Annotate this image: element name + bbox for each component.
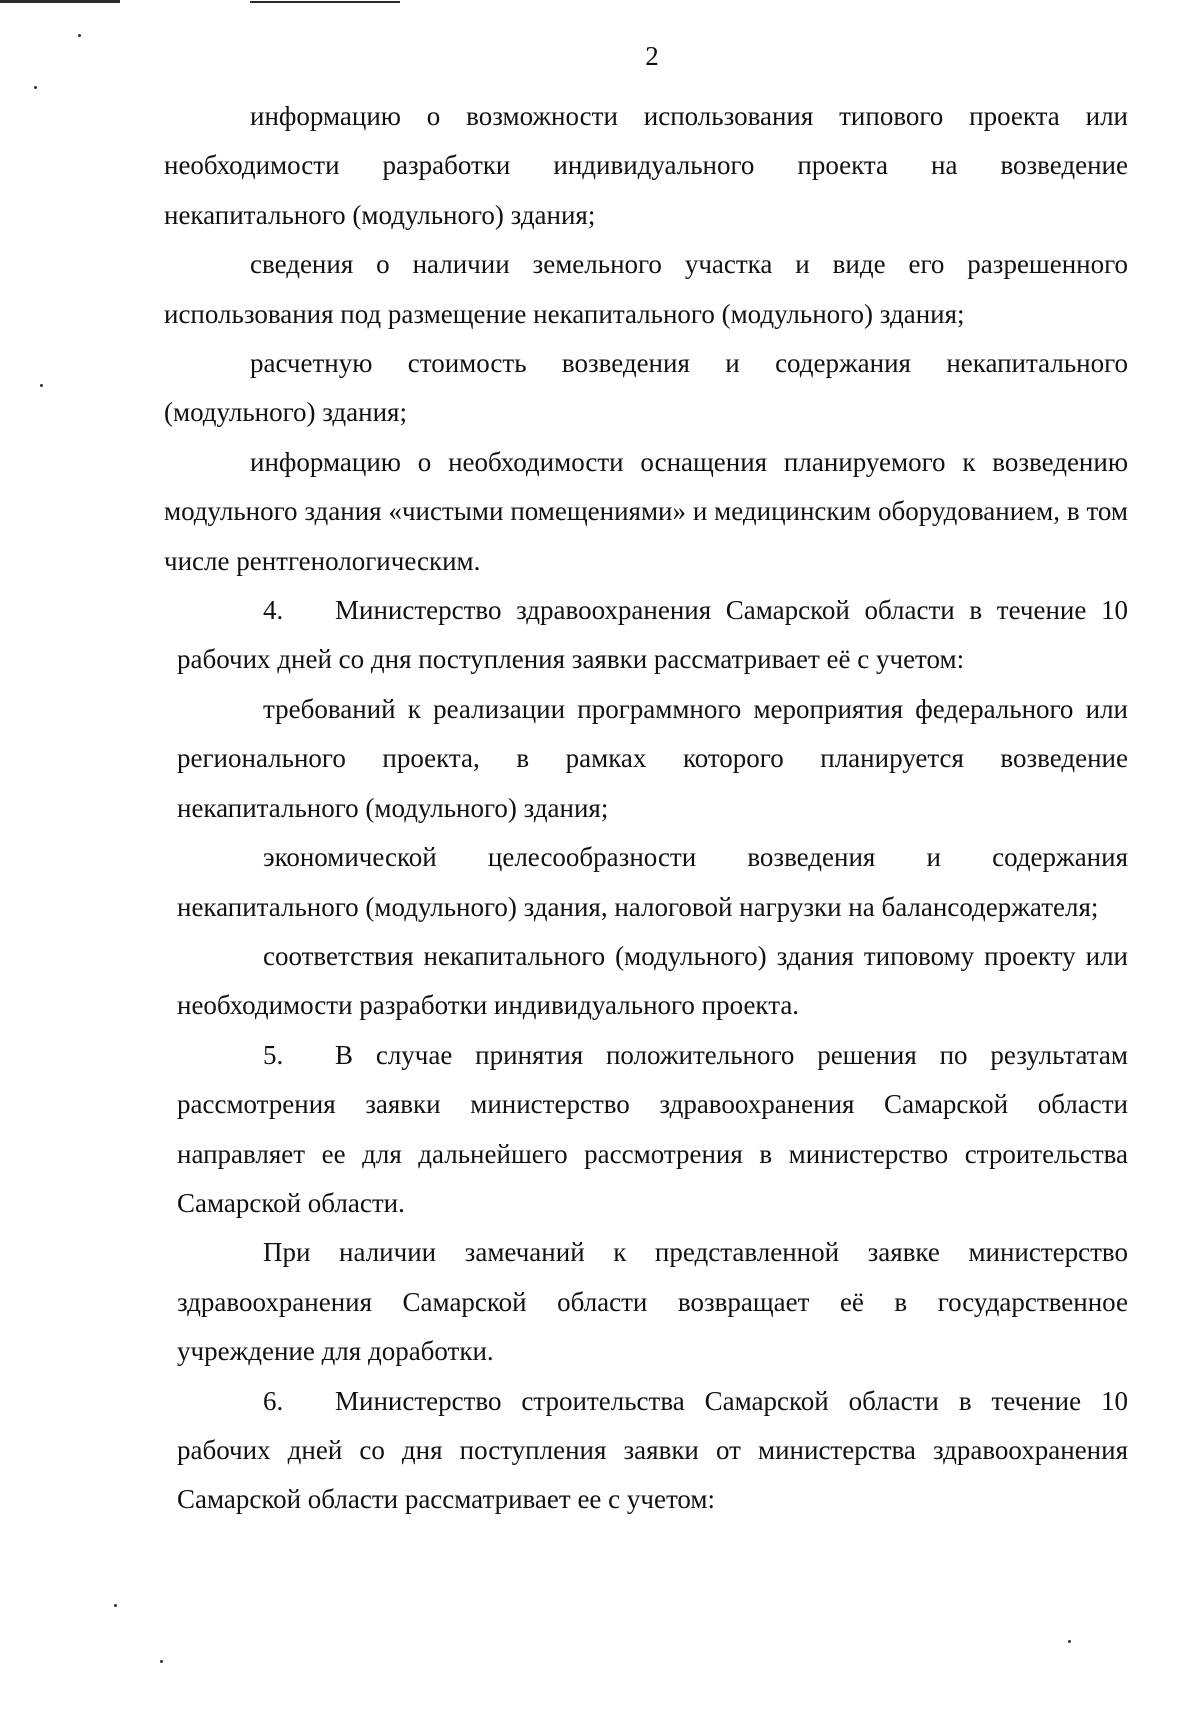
scan-speck: [78, 34, 81, 37]
paragraph-number: 6.: [263, 1385, 284, 1416]
paragraph: [164, 339, 1128, 438]
paragraph-text: информацию о необходимости оснащения планируемого к возведению модульного здания «чистыми помещениями» и медицинским оборудованием, в том числе рентгенологическим.: [164, 446, 1128, 576]
scan-speck: [114, 1604, 117, 1607]
paragraph-text: расчетную стоимость возведения и содержания некапитального (модульного) здания;: [164, 348, 1128, 428]
numbered-paragraph: [177, 1377, 1128, 1525]
scan-speck: [40, 384, 43, 387]
paragraph: [177, 685, 1128, 833]
paragraph-text: соответствия некапитального (модульного) здания типовому проекту или необходимости разработки индивидуального проекта.: [177, 940, 1128, 1021]
paragraph: [177, 1228, 1128, 1376]
paragraph-number: 5.: [263, 1039, 284, 1070]
scan-speck: [34, 86, 37, 89]
numbered-paragraph: [177, 586, 1128, 685]
paragraph-text: экономической целесообразности возведения и содержания некапитального (модульного) здания, налоговой нагрузки на балансодержателя;: [177, 842, 1128, 922]
paragraph-text: Министерство строительства Самарской области в течение 10 рабочих дней со дня поступления заявки от министерства здравоохранения Самарской области рассматривает ее с учетом:: [177, 1385, 1128, 1515]
paragraph-text: требований к реализации программного мероприятия федерального или регионального проекта, в рамках которого планируется возведение некапитального (модульного) здания;: [177, 693, 1128, 823]
paragraph: [164, 240, 1128, 339]
paragraph: [164, 92, 1128, 240]
scan-speck: [160, 1660, 163, 1663]
scan-speck: [1068, 1640, 1071, 1643]
document-body: [164, 92, 1128, 1525]
paragraph-text: При наличии замечаний к представленной заявке министерство здравоохранения Самарской области возвращает её в государственное учреждение для доработки.: [177, 1237, 1128, 1367]
paragraph-number: 4.: [263, 595, 284, 626]
paragraph: [164, 438, 1128, 586]
scan-artifact-line: [0, 0, 120, 3]
paragraph-text: сведения о наличии земельного участка и виде его разрешенного использования под размещение некапитального (модульного) здания;: [164, 249, 1128, 329]
paragraph: [177, 932, 1128, 1031]
paragraph-text: Министерство здравоохранения Самарской области в течение 10 рабочих дней со дня поступления заявки рассматривает её с учетом:: [177, 595, 1128, 675]
numbered-paragraph: [177, 1031, 1128, 1229]
paragraph: [177, 833, 1128, 932]
paragraph-text: В случае принятия положительного решения по результатам рассмотрения заявки министерство здравоохранения Самарской области направляет ее для дальнейшего рассмотрения в министерство строительства Самарской области.: [177, 1039, 1128, 1218]
paragraph-text: информацию о возможности использования типового проекта или необходимости разработки индивидуального проекта на возведение некапитального (модульного) здания;: [164, 101, 1128, 230]
page-number: 2: [645, 41, 659, 71]
scan-artifact-line: [250, 1, 400, 3]
